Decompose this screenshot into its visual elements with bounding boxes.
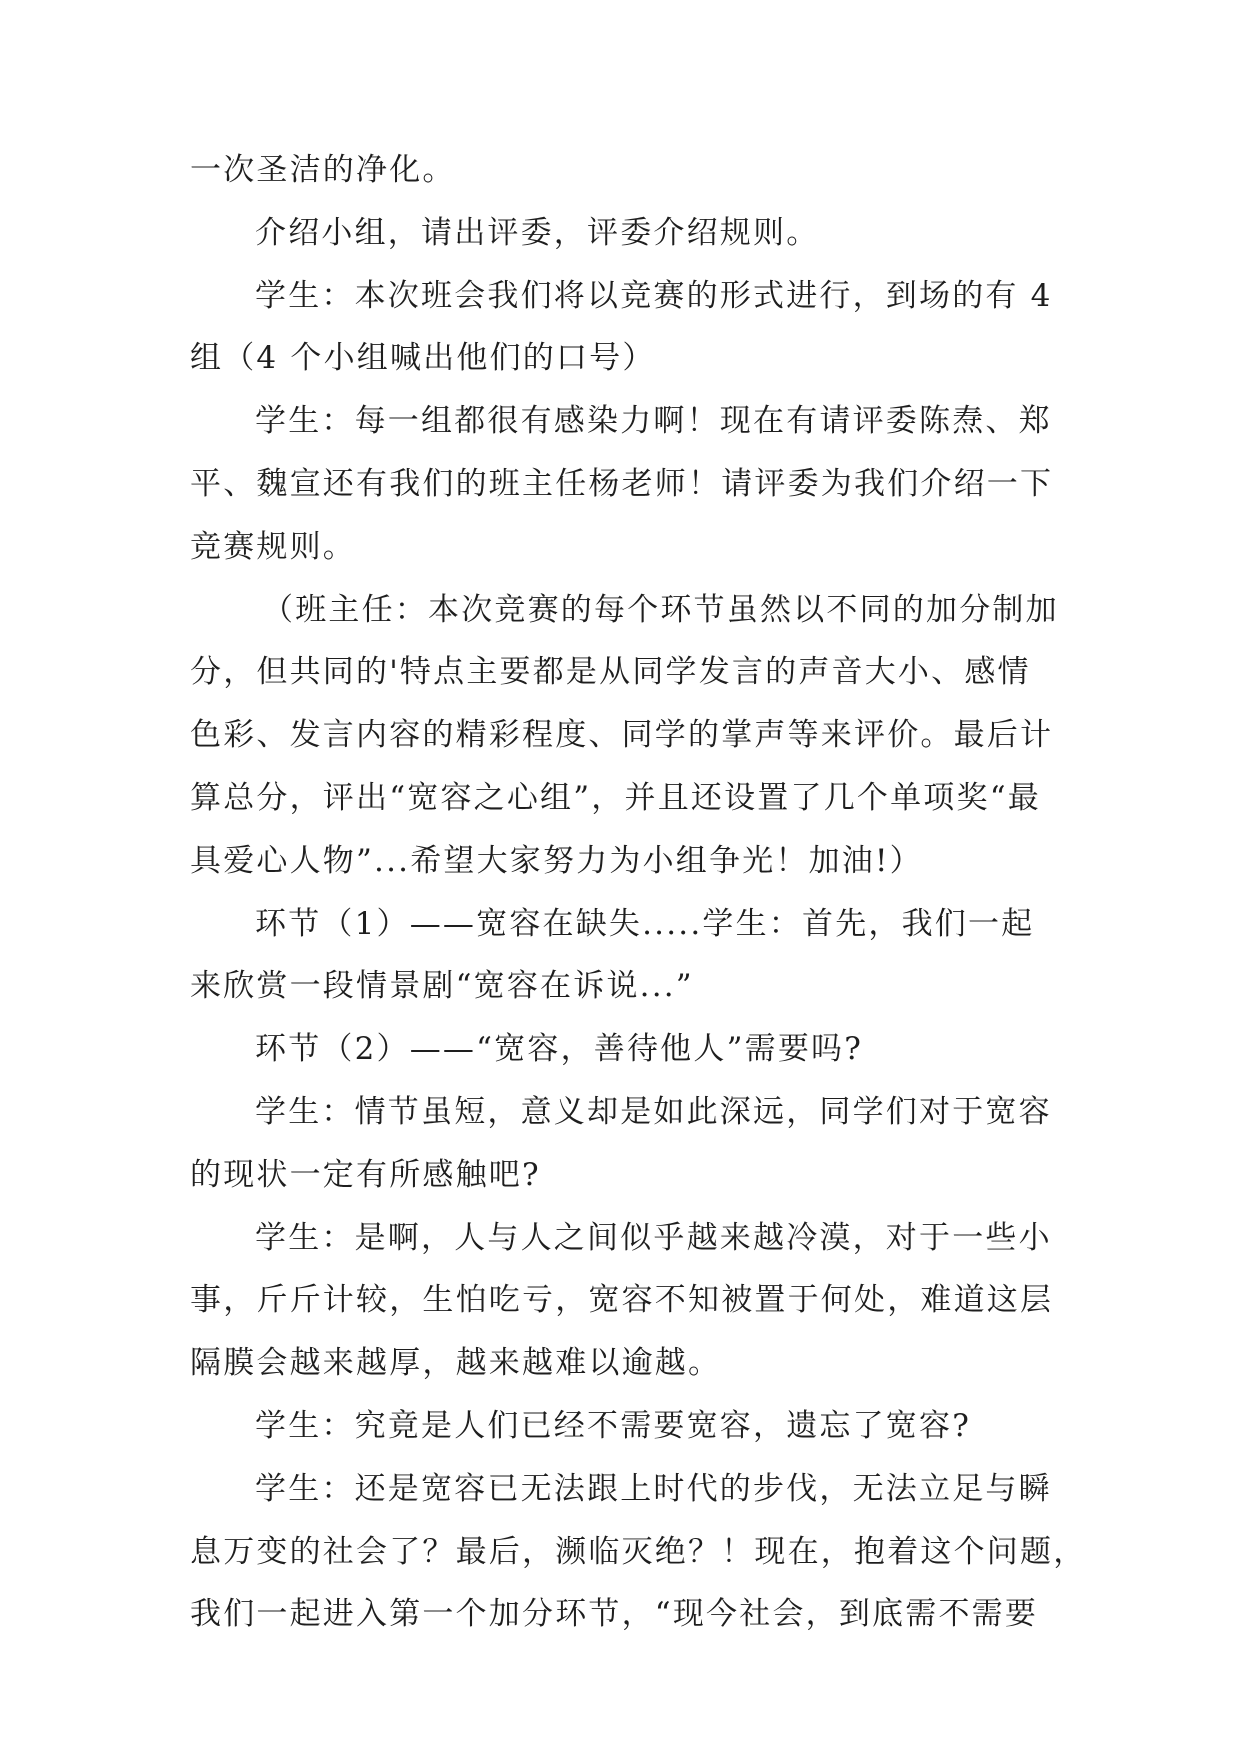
text-line: 色彩、发言内容的精彩程度、同学的掌声等来评价。最后计 [190,717,1054,753]
text-line: （班主任：本次竞赛的每个环节虽然以不同的加分制加 [262,592,1059,628]
text-line: 学生：是啊，人与人之间似乎越来越冷漠，对于一些小 [255,1220,1052,1256]
text-line: 来欣赏一段情景剧“宽容在诉说...” [190,968,694,1004]
text-line: 学生：还是宽容已无法跟上时代的步伐，无法立足与瞬 [255,1471,1052,1507]
text-line: 隔膜会越来越厚，越来越难以逾越。 [190,1345,722,1381]
text-line: 环节（1）——宽容在缺失.....学生：首先，我们一起 [255,906,1035,942]
text-line: 学生：情节虽短，意义却是如此深远，同学们对于宽容 [255,1094,1052,1130]
text-line: 具爱心人物”...希望大家努力为小组争光！加油!） [190,843,923,879]
text-line: 算总分，评出“宽容之心组”，并且还设置了几个单项奖“最 [190,780,1041,816]
text-line: 介绍小组，请出评委，评委介绍规则。 [255,215,820,251]
text-line: 平、魏宣还有我们的班主任杨老师！请评委为我们介绍一下 [190,466,1054,502]
text-line: 学生：每一组都很有感染力啊！现在有请评委陈焘、郑 [255,403,1052,439]
text-line: 分，但共同的'特点主要都是从同学发言的声音大小、感情 [190,654,1031,690]
text-line: 学生：本次班会我们将以竞赛的形式进行，到场的有 4 [255,278,1053,314]
text-line: 一次圣洁的净化。 [190,152,456,188]
text-line: 学生：究竟是人们已经不需要宽容，遗忘了宽容? [255,1408,972,1444]
text-line: 组（4 个小组喊出他们的口号） [190,340,656,376]
text-line: 竞赛规则。 [190,529,356,565]
text-line: 的现状一定有所感触吧? [190,1157,541,1193]
text-line: 环节（2）——“宽容，善待他人”需要吗? [255,1031,864,1067]
text-line: 我们一起进入第一个加分环节，“现今社会，到底需不需要 [190,1596,1039,1632]
text-line: 事，斤斤计较，生怕吃亏，宽容不知被置于何处，难道这层 [190,1282,1054,1318]
text-line: 息万变的社会了？最后，濒临灭绝？！现在，抱着这个问题， [190,1534,1087,1570]
